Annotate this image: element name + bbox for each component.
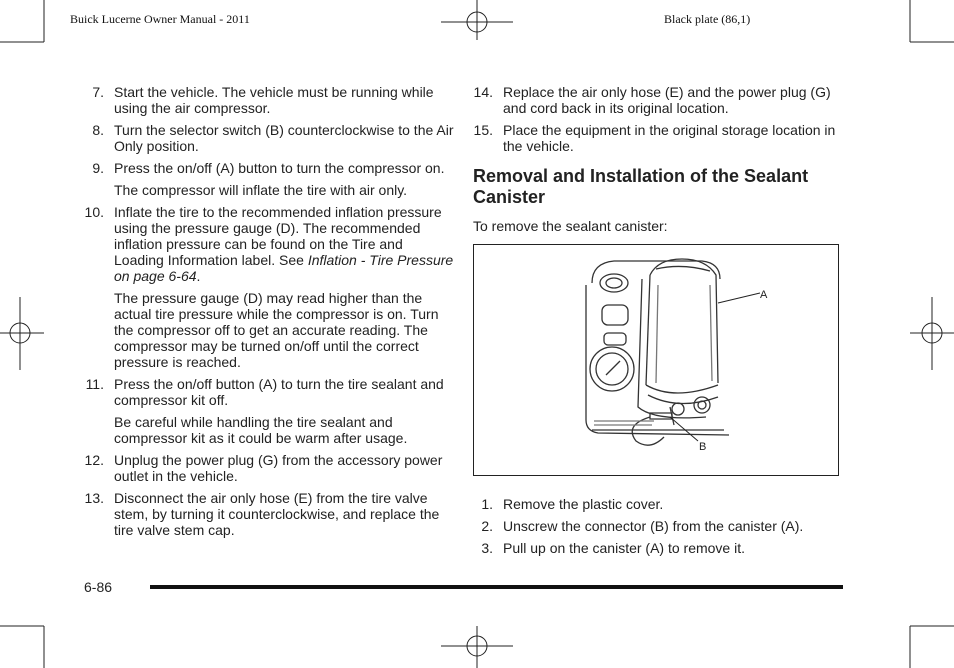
right-column (473, 84, 843, 562)
note-paragraph: Be careful while handling the tire sealant and compressor kit as it could be warm after usage. (114, 414, 408, 446)
list-item: 13. Disconnect the air only hose (E) from the tire valve stem, by turning it counterclockwise, and replace the tire valve stem cap. (84, 490, 440, 538)
list-item: 12. Unplug the power plug (G) from the accessory power outlet in the vehicle. (84, 452, 443, 484)
list-item: 11. Press the on/off button (A) to turn the tire sealant and compressor kit off. (85, 376, 444, 408)
left-column (84, 84, 456, 544)
header-right: Black plate (86,1) (664, 12, 751, 26)
page-number: 6-86 (84, 579, 113, 595)
list-item: 7. Start the vehicle. The vehicle must be running while using the air compressor. (92, 84, 434, 116)
footer-rule (150, 585, 843, 589)
figure-label-b: B (699, 441, 707, 453)
list-item: 1. Remove the plastic cover. (481, 496, 664, 512)
list-item: 10. Inflate the tire to the recommended inflation pressure using the pressure gauge (D). The recommended inflation pressure can be found on the Tire and Loading Information label. See Inflation - Tire Pressure on page 6-64. (84, 204, 454, 284)
header-left: Buick Lucerne Owner Manual - 2011 (70, 12, 250, 26)
sealant-canister-illustration (474, 245, 838, 475)
list-item: 2. Unscrew the connector (B) from the canister (A). (481, 518, 804, 534)
figure-label-a: A (760, 289, 768, 301)
note-paragraph: The pressure gauge (D) may read higher than the actual tire pressure while the compressor is on. Turn the compressor off to get an accurate reading. The compressor may be turned on/off until the correct pressure is reached. (114, 290, 439, 370)
list-item: 9. Press the on/off (A) button to turn the compressor on. (92, 160, 445, 176)
list-item: 15. Place the equipment in the original storage location in the vehicle. (473, 122, 836, 154)
section-heading: Removal and Installation of the Sealant Canister (473, 166, 809, 207)
list-item: 14. Replace the air only hose (E) and the power plug (G) and cord back in its original location. (473, 84, 831, 116)
cross-reference-link[interactable]: Inflation - Tire Pressure on page 6-64 (114, 252, 454, 284)
list-item: 3. Pull up on the canister (A) to remove it. (481, 540, 745, 556)
list-item: 8. Turn the selector switch (B) counterclockwise to the Air Only position. (92, 122, 454, 154)
sealant-canister-figure (473, 244, 839, 476)
note-paragraph: The compressor will inflate the tire with air only. (114, 182, 408, 198)
intro-text: To remove the sealant canister: (473, 218, 668, 234)
